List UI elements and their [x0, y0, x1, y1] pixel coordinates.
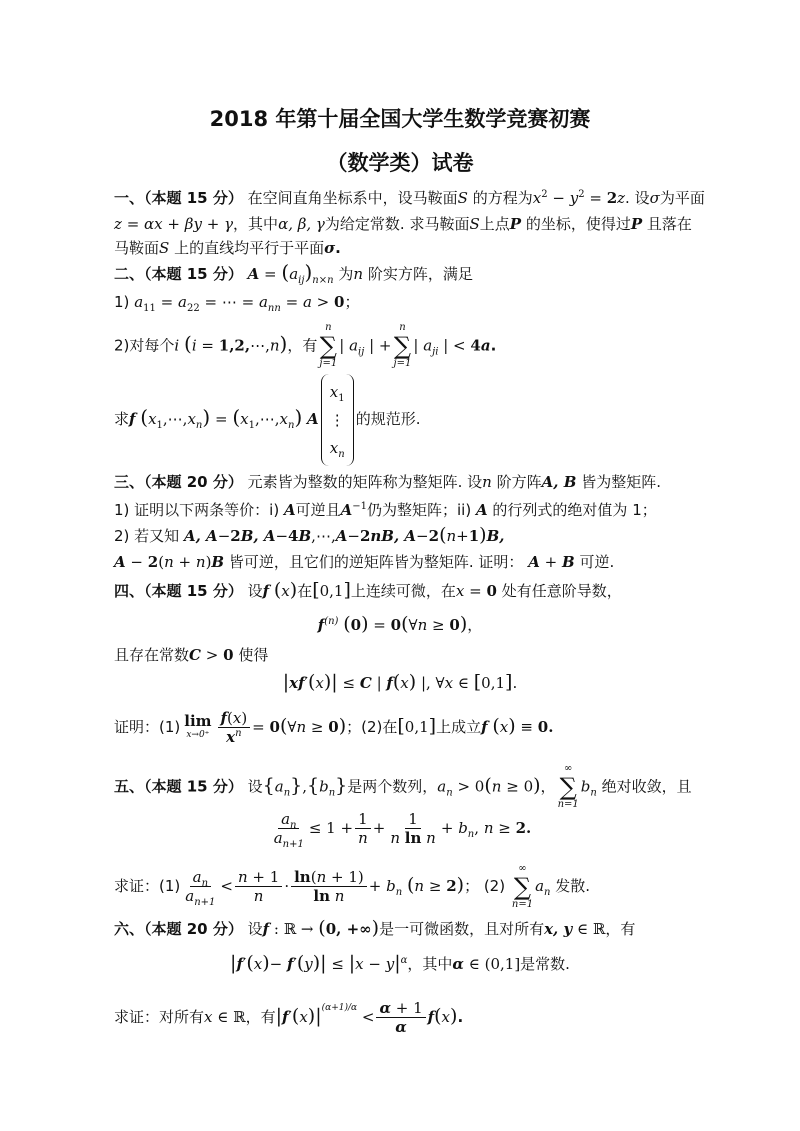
points-label: （本题 15 分） — [144, 582, 243, 600]
problem-4-equation-1: $f^{(n)}$ (0) = 0(∀n ≥ 0)， — [317, 613, 483, 635]
problem-5-line-1: 五、（本题 15 分） 设$\{a_n\},\{b_n\}$是两个数列，$a_n > 0(n \ge 0)$， ∞ ∑ n=1 $b_n$ 绝对收敛，且 — [114, 763, 692, 810]
page-title: 2018 年第十届全国大学生数学竞赛初赛 — [209, 107, 591, 131]
problem-number: 一、 — [114, 189, 145, 207]
points-label: （本题 15 分） — [144, 189, 243, 207]
problem-4-equation-2: |xf′(x)| ≤ C | f(x) |, ∀x ∈ [0,1]. — [282, 671, 518, 693]
problem-number: 五、 — [114, 777, 145, 796]
problem-2-condition-1: 1) $a_{11} = a_{22}$ = ⋯ = $a_{nn} = a > 0$； — [114, 293, 360, 314]
problem-2-line-1: 二、（本题 15 分） $A = (a_{ij})_{n\times n}$ 为n 阶实方阵，满足 — [114, 260, 473, 286]
problem-4-line-3: 且存在常数C > 0 使得 — [114, 646, 269, 664]
problem-6-line-1: 六、（本题 20 分） 设f : ℝ → (0, +∞)是一可微函数，且对所有x, y ∈ ℝ，有 — [114, 917, 636, 939]
problem-5-equation-1: $\frac{a_n}{a_{n+1}}$ ≤ 1 + $\frac{1}{n}$ + $\frac{1}{\text{n ln n}}$ + $b_n$, n ≥ 2. — [273, 810, 532, 850]
problem-3-line-4: A − 2(n + n)B 皆可逆，且它们的逆矩阵皆为整矩阵. 证明： A + B 可逆. — [114, 553, 615, 571]
problem-4-line-1: 四、（本题 15 分） 设f (x)在[0,1]上连续可微，在x = 0 处有任意阶导数， — [114, 579, 622, 601]
page-subtitle: （数学类）试卷 — [326, 151, 474, 175]
problem-1-line-3: 马鞍面S 上的直线均平行于平面σ. — [114, 239, 341, 257]
problem-number: 四、 — [114, 582, 145, 600]
problem-3-line-3: 2) 若又知 A, A−2B, A−4B,⋯,A−2nB, A−2(n+1)B, — [114, 524, 505, 546]
column-vector: $x_1$ ⋮ $x_n$ — [321, 374, 354, 466]
problem-3-line-1: 三、（本题 20 分） 元素皆为整数的矩阵称为整矩阵. 设n 阶方阵A, B 皆为整矩阵. — [114, 473, 661, 491]
points-label: （本题 20 分） — [144, 473, 243, 491]
problem-3-line-2: 1) 证明以下两条等价：i) A可逆且$A^{-1}$仍为整矩阵；ii) A 的行列式的绝对值为 1； — [114, 501, 657, 519]
points-label: （本题 20 分） — [144, 920, 243, 938]
problem-6-proof-line: 求证：对所有x ∈ ℝ，有$|f'(x)|^{(\alpha+1)/\alpha}$ < $\frac{\alpha + 1}{\alpha}$ f(x). — [114, 999, 464, 1036]
problem-5-proof-line: 求证：(1) $\frac{a_n}{a_{n+1}}$ < $\frac{n + 1}{n}$ · $\frac{\ln(n + 1)}{\text{ln n}}$ + $b_n$ (n ≥ 2)； (2) ∞ ∑ n=1 $a_n$ 发散. — [114, 862, 591, 910]
problem-2-question: 求f $(x_1,\cdots,x_n)$ = $(x_1,\cdots,x_n)$ A $x_1$ ⋮ $x_n$ 的规范形. — [114, 372, 420, 466]
points-label: （本题 15 分） — [144, 265, 243, 283]
problem-number: 三、 — [114, 473, 145, 491]
problem-1-line-2: z = αx + βy + γ，其中α, β, γ为给定常数. 求马鞍面S上点P 的坐标，使得过P 且落在 — [114, 215, 692, 233]
problem-4-proof-line: 证明：(1) lim x→0⁺ $\frac{f(x)}{x^n}$ = 0(∀n ≥ 0)；(2)在[0,1]上成立f (x) ≡ 0. — [114, 709, 554, 746]
problem-6-equation-1: $|f'(x)- f'(y)| \le |x - y|^\alpha$，其中α ∈ (0,1]是常数. — [230, 952, 570, 974]
problem-2-condition-2: 2)对每个i (i = 1,2,⋯,n)，有 n ∑ j=1 | $a_{ij}$ | + n ∑ j=1 | $a_{ji}$ | < 4a. — [114, 322, 497, 369]
points-label: （本题 15 分） — [144, 777, 243, 796]
problem-number: 六、 — [114, 920, 145, 938]
problem-1-line-1: 一、（本题 15 分） 在空间直角坐标系中，设马鞍面S 的方程为$x^2 - y^2 = 2z$. 设σ为平面 — [114, 189, 705, 207]
problem-number: 二、 — [114, 265, 145, 283]
